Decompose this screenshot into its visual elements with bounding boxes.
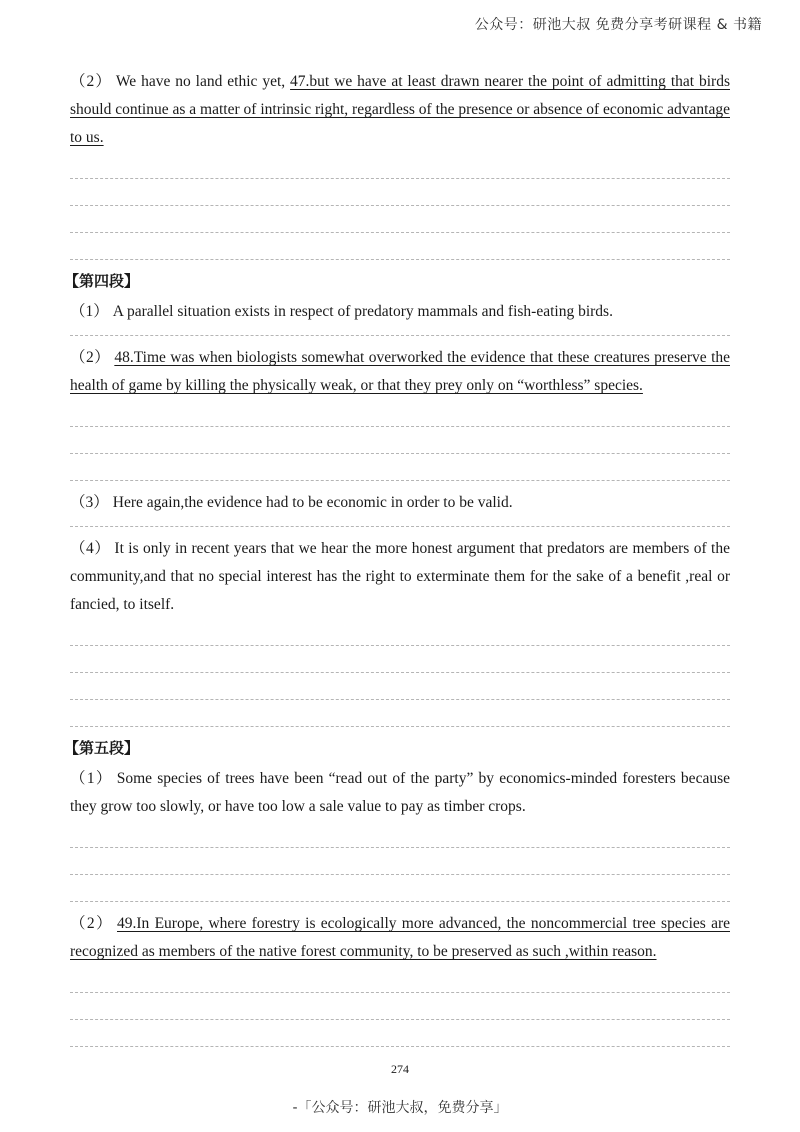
answer-lines [70,966,730,1047]
paragraph-s5-item2 [70,910,730,966]
paragraph-s3-item2 [70,68,730,152]
item-number: （1） [70,303,109,320]
page-content [64,68,730,1047]
sentence-underlined: 49.In Europe, where forestry is ecologically more advanced, the noncommercial tree species are recognized as members of the native forest community, to be preserved as such ,within reason. [70,915,730,960]
paragraph-s4-item2 [70,344,730,400]
section-title-5: 【第五段】 [64,739,140,757]
paragraph-s4-item4 [70,535,730,619]
paragraph-s4-item3 [70,489,730,517]
paragraph-s4-item1 [70,298,730,326]
section-title-4: 【第四段】 [64,272,140,290]
item-number: （4） [70,540,111,557]
header-watermark: 公众号：研池大叔 免费分享考研课程 & 书籍 [474,17,762,33]
answer-lines [70,152,730,260]
item-number: （2） [70,915,113,932]
sentence-underlined: 47.but we have at least drawn nearer the point of admitting that birds should continue as a matter of intrinsic right, regardless of the presence or absence of economic advantage to us. [70,73,730,146]
item-number: （1） [70,770,113,787]
sentence: It is only in recent years that we hear the more honest argument that predators are members of the community,and that no special interest has the right to exterminate them for the sake of a benefit ,real or fancied, to itself. [70,540,730,613]
footer-watermark: -「公众号：研池大叔，免费分享」 [292,1100,508,1116]
item-number: （3） [70,494,109,511]
item-number: （2） [70,349,111,366]
item-number: （2） [70,73,112,90]
answer-lines [70,400,730,481]
sentence: Here again,the evidence had to be economic in order to be valid. [112,494,513,511]
answer-lines [70,517,730,527]
sentence: Some species of trees have been “read out of the party” by economics-minded foresters because they grow too slowly, or have too low a sale value to pay as timber crops. [70,770,730,815]
page-number: 274 [391,1062,409,1076]
sentence-plain: We have no land ethic yet, [115,73,291,90]
answer-lines [70,619,730,727]
answer-lines [70,326,730,336]
paragraph-s5-item1 [70,765,730,821]
sentence: A parallel situation exists in respect of predatory mammals and fish-eating birds. [112,303,613,320]
answer-lines [70,821,730,902]
sentence-underlined: 48.Time was when biologists somewhat overworked the evidence that these creatures preserve the health of game by killing the physically weak, or that they prey only on “worthless” species. [70,349,730,394]
